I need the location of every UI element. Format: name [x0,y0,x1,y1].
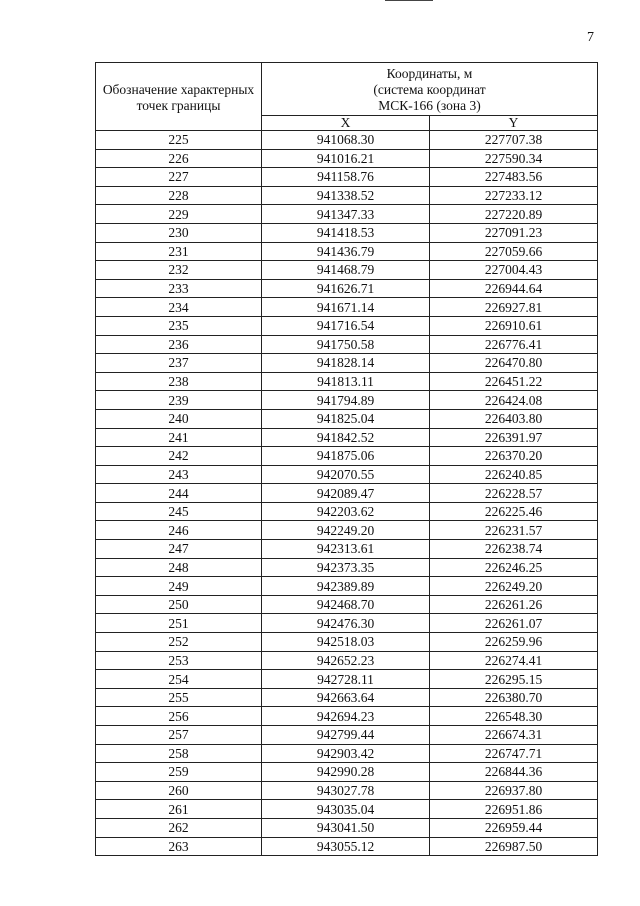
x-coordinate-cell: 942313.61 [262,540,430,559]
x-coordinate-cell: 942373.35 [262,558,430,577]
coordinates-header [262,63,598,116]
table-row [96,223,598,242]
table-row [96,558,598,577]
table-row [96,688,598,707]
x-coordinate-cell: 943035.04 [262,800,430,819]
point-number-cell: 238 [96,372,262,391]
x-column-header: X [262,116,430,131]
point-number-cell: 263 [96,837,262,856]
table-row [96,595,598,614]
x-coordinate-cell: 942652.23 [262,651,430,670]
y-coordinate-cell: 226987.50 [430,837,598,856]
y-coordinate-cell: 226370.20 [430,447,598,466]
y-coordinate-cell: 226910.61 [430,316,598,335]
x-coordinate-cell: 941750.58 [262,335,430,354]
point-number-cell: 262 [96,818,262,837]
table-row [96,818,598,837]
point-number-cell: 258 [96,744,262,763]
table-row [96,800,598,819]
y-coordinate-cell: 226380.70 [430,688,598,707]
point-number-cell: 236 [96,335,262,354]
y-coordinate-cell: 226674.31 [430,726,598,745]
point-number-cell: 245 [96,502,262,521]
x-coordinate-cell: 942799.44 [262,726,430,745]
table-row [96,465,598,484]
y-coordinate-cell: 226274.41 [430,651,598,670]
x-coordinate-cell: 941813.11 [262,372,430,391]
table-row [96,298,598,317]
table-row [96,726,598,745]
x-coordinate-cell: 943041.50 [262,818,430,837]
x-coordinate-cell: 941068.30 [262,131,430,150]
table-row [96,186,598,205]
point-number-cell: 261 [96,800,262,819]
table-row [96,316,598,335]
table-row [96,707,598,726]
x-coordinate-cell: 942903.42 [262,744,430,763]
y-coordinate-cell: 226259.96 [430,633,598,652]
y-coordinate-cell: 227590.34 [430,149,598,168]
point-number-cell: 228 [96,186,262,205]
table-row [96,651,598,670]
point-number-cell: 237 [96,354,262,373]
x-coordinate-cell: 941338.52 [262,186,430,205]
y-coordinate-cell: 226844.36 [430,763,598,782]
x-coordinate-cell: 943055.12 [262,837,430,856]
point-number-cell: 240 [96,409,262,428]
point-number-cell: 232 [96,261,262,280]
y-coordinate-cell: 226776.41 [430,335,598,354]
y-coordinate-cell: 226951.86 [430,800,598,819]
x-coordinate-cell: 942468.70 [262,595,430,614]
page-number: 7 [587,30,594,45]
y-coordinate-cell: 226944.64 [430,279,598,298]
y-coordinate-cell: 226403.80 [430,409,598,428]
table-row [96,372,598,391]
point-number-cell: 239 [96,391,262,410]
point-number-cell: 248 [96,558,262,577]
x-coordinate-cell: 942728.11 [262,670,430,689]
table-row [96,502,598,521]
y-coordinate-cell: 227091.23 [430,223,598,242]
y-coordinate-cell: 227059.66 [430,242,598,261]
x-coordinate-cell: 942990.28 [262,763,430,782]
x-coordinate-cell: 941016.21 [262,149,430,168]
point-number-cell: 249 [96,577,262,596]
x-coordinate-cell: 942476.30 [262,614,430,633]
table-row [96,261,598,280]
y-coordinate-cell: 226927.81 [430,298,598,317]
table-row [96,428,598,447]
table-row [96,633,598,652]
table-row [96,354,598,373]
y-coordinate-cell: 227483.56 [430,168,598,187]
table-row [96,614,598,633]
point-number-cell: 227 [96,168,262,187]
y-coordinate-cell: 226470.80 [430,354,598,373]
point-number-cell: 225 [96,131,262,150]
table-header [96,63,598,131]
point-number-cell: 226 [96,149,262,168]
y-coordinate-cell: 226937.80 [430,781,598,800]
table-row [96,577,598,596]
x-coordinate-cell: 942694.23 [262,707,430,726]
table-row [96,837,598,856]
x-coordinate-cell: 941418.53 [262,223,430,242]
point-number-cell: 256 [96,707,262,726]
table-row [96,409,598,428]
y-coordinate-cell: 226231.57 [430,521,598,540]
y-coordinate-cell: 226238.74 [430,540,598,559]
point-number-cell: 253 [96,651,262,670]
point-number-cell: 250 [96,595,262,614]
x-coordinate-cell: 941875.06 [262,447,430,466]
point-designation-header [96,63,262,131]
point-number-cell: 257 [96,726,262,745]
table-row [96,391,598,410]
x-coordinate-cell: 941842.52 [262,428,430,447]
x-coordinate-cell: 942663.64 [262,688,430,707]
y-coordinate-cell: 226295.15 [430,670,598,689]
x-coordinate-cell: 941436.79 [262,242,430,261]
x-coordinate-cell: 942518.03 [262,633,430,652]
table-row [96,447,598,466]
x-coordinate-cell: 942203.62 [262,502,430,521]
x-coordinate-cell: 942389.89 [262,577,430,596]
y-coordinate-cell: 226261.07 [430,614,598,633]
table-row [96,131,598,150]
x-coordinate-cell: 941716.54 [262,316,430,335]
point-number-cell: 241 [96,428,262,447]
table-row [96,521,598,540]
x-coordinate-cell: 941626.71 [262,279,430,298]
coordinates-label-line1: Координаты, м [386,66,473,81]
y-coordinate-cell: 227004.43 [430,261,598,280]
point-number-cell: 252 [96,633,262,652]
table-row [96,149,598,168]
y-coordinate-cell: 227707.38 [430,131,598,150]
x-coordinate-cell: 941347.33 [262,205,430,224]
point-number-cell: 235 [96,316,262,335]
point-number-cell: 251 [96,614,262,633]
y-coordinate-cell: 227220.89 [430,205,598,224]
table-row [96,744,598,763]
table-row [96,205,598,224]
point-number-cell: 246 [96,521,262,540]
point-number-cell: 260 [96,781,262,800]
x-coordinate-cell: 941468.79 [262,261,430,280]
x-coordinate-cell: 943027.78 [262,781,430,800]
y-coordinate-cell: 226240.85 [430,465,598,484]
y-coordinate-cell: 226424.08 [430,391,598,410]
x-coordinate-cell: 941794.89 [262,391,430,410]
top-rule-mark [385,0,433,1]
table-row [96,540,598,559]
x-coordinate-cell: 941825.04 [262,409,430,428]
point-number-cell: 244 [96,484,262,503]
table-row [96,484,598,503]
point-number-cell: 254 [96,670,262,689]
table-row [96,670,598,689]
point-number-cell: 242 [96,447,262,466]
point-number-cell: 259 [96,763,262,782]
y-coordinate-cell: 226246.25 [430,558,598,577]
table-row [96,335,598,354]
table-row [96,168,598,187]
x-coordinate-cell: 941828.14 [262,354,430,373]
coordinates-label-line3: МСК-166 (зона 3) [378,98,481,113]
x-coordinate-cell: 941158.76 [262,168,430,187]
x-coordinate-cell: 942070.55 [262,465,430,484]
point-number-cell: 243 [96,465,262,484]
y-coordinate-cell: 226548.30 [430,707,598,726]
point-number-cell: 234 [96,298,262,317]
y-coordinate-cell: 226391.97 [430,428,598,447]
point-number-cell: 230 [96,223,262,242]
y-coordinate-cell: 226451.22 [430,372,598,391]
point-number-cell: 255 [96,688,262,707]
y-coordinate-cell: 226747.71 [430,744,598,763]
x-coordinate-cell: 941671.14 [262,298,430,317]
y-coordinate-cell: 226261.26 [430,595,598,614]
table-row [96,763,598,782]
coordinates-table [95,62,598,856]
coordinates-label-line2: (система координат [373,82,486,97]
x-coordinate-cell: 942089.47 [262,484,430,503]
y-column-header: Y [430,116,598,131]
x-coordinate-cell: 942249.20 [262,521,430,540]
table-body [96,131,598,856]
table-row [96,242,598,261]
point-number-cell: 247 [96,540,262,559]
y-coordinate-cell: 227233.12 [430,186,598,205]
y-coordinate-cell: 226225.46 [430,502,598,521]
point-number-cell: 231 [96,242,262,261]
table-row [96,781,598,800]
table-row [96,279,598,298]
y-coordinate-cell: 226249.20 [430,577,598,596]
y-coordinate-cell: 226959.44 [430,818,598,837]
point-designation-label: Обозначение характерных точек границы [102,81,255,113]
y-coordinate-cell: 226228.57 [430,484,598,503]
point-number-cell: 233 [96,279,262,298]
point-number-cell: 229 [96,205,262,224]
